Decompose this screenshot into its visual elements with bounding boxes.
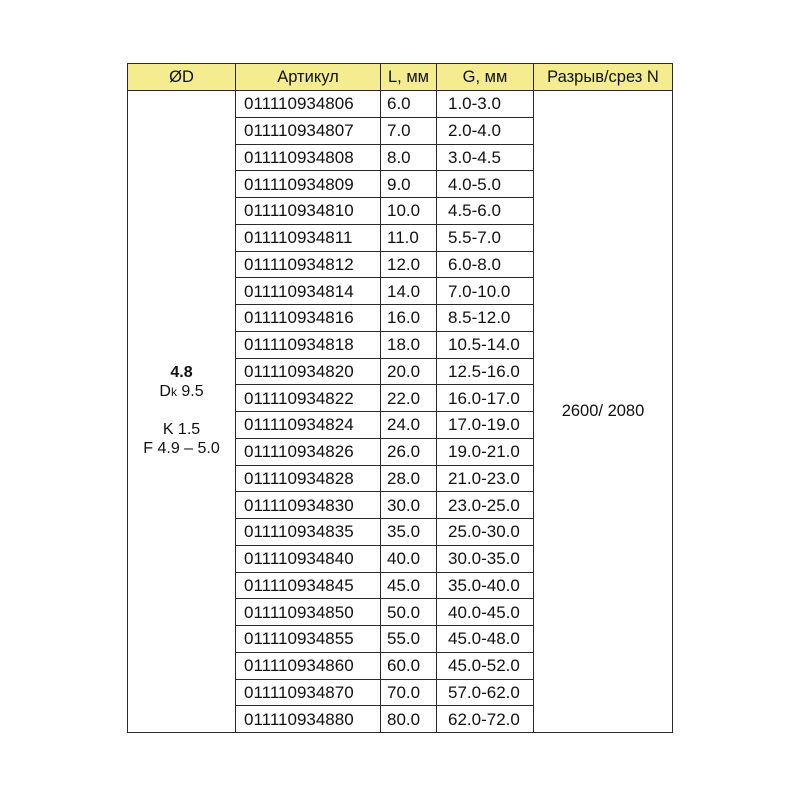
article-cell: 011110934818 <box>236 331 381 358</box>
length-cell: 45.0 <box>381 572 437 599</box>
length-cell: 26.0 <box>381 438 437 465</box>
grip-range-cell: 45.0-48.0 <box>437 626 534 653</box>
diameter-cell <box>128 91 236 733</box>
article-cell: 011110934835 <box>236 519 381 546</box>
article-cell: 011110934826 <box>236 438 381 465</box>
diameter-value: 4.8 <box>170 364 193 382</box>
spacer <box>130 402 233 421</box>
head-diameter-prefix: D <box>159 383 171 401</box>
article-cell: 011110934880 <box>236 706 381 733</box>
article-cell: 011110934828 <box>236 465 381 492</box>
article-cell: 011110934816 <box>236 305 381 332</box>
length-cell: 60.0 <box>381 652 437 679</box>
length-cell: 40.0 <box>381 545 437 572</box>
length-cell: 10.0 <box>381 198 437 225</box>
grip-range-cell: 17.0-19.0 <box>437 412 534 439</box>
break-force-cell: 2600/ 2080 <box>534 91 673 733</box>
table-header <box>128 64 673 91</box>
header-article: Артикул <box>236 64 381 91</box>
grip-range-cell: 2.0-4.0 <box>437 117 534 144</box>
length-cell: 11.0 <box>381 224 437 251</box>
header-diameter: ØD <box>128 64 236 91</box>
drill-diameter: F 4.9 – 5.0 <box>143 439 220 457</box>
article-cell: 011110934810 <box>236 198 381 225</box>
grip-range-cell: 10.5-14.0 <box>437 331 534 358</box>
grip-range-cell: 62.0-72.0 <box>437 706 534 733</box>
grip-range-cell: 7.0-10.0 <box>437 278 534 305</box>
article-cell: 011110934807 <box>236 117 381 144</box>
grip-range-cell: 45.0-52.0 <box>437 652 534 679</box>
length-cell: 55.0 <box>381 626 437 653</box>
grip-range-cell: 23.0-25.0 <box>437 492 534 519</box>
length-cell: 14.0 <box>381 278 437 305</box>
length-cell: 80.0 <box>381 706 437 733</box>
spec-table <box>127 63 673 733</box>
header-row <box>128 64 673 91</box>
article-cell: 011110934809 <box>236 171 381 198</box>
grip-range-cell: 25.0-30.0 <box>437 519 534 546</box>
article-cell: 011110934811 <box>236 224 381 251</box>
article-cell: 011110934822 <box>236 385 381 412</box>
length-cell: 30.0 <box>381 492 437 519</box>
header-break-force: Разрыв/срез N <box>534 64 673 91</box>
length-cell: 35.0 <box>381 519 437 546</box>
article-cell: 011110934820 <box>236 358 381 385</box>
header-grip-range: G, мм <box>437 64 534 91</box>
length-cell: 70.0 <box>381 679 437 706</box>
head-height: K 1.5 <box>162 421 201 438</box>
grip-range-cell: 21.0-23.0 <box>437 465 534 492</box>
grip-range-cell: 57.0-62.0 <box>437 679 534 706</box>
grip-range-cell: 3.0-4.5 <box>437 144 534 171</box>
length-cell: 28.0 <box>381 465 437 492</box>
grip-range-cell: 6.0-8.0 <box>437 251 534 278</box>
grip-range-cell: 16.0-17.0 <box>437 385 534 412</box>
grip-range-cell: 4.0-5.0 <box>437 171 534 198</box>
length-cell: 50.0 <box>381 599 437 626</box>
grip-range-cell: 40.0-45.0 <box>437 599 534 626</box>
article-cell: 011110934808 <box>236 144 381 171</box>
head-diameter-sub: k <box>170 385 177 400</box>
table-row <box>128 91 673 118</box>
article-cell: 011110934850 <box>236 599 381 626</box>
grip-range-cell: 30.0-35.0 <box>437 545 534 572</box>
length-cell: 6.0 <box>381 91 437 118</box>
article-cell: 011110934814 <box>236 278 381 305</box>
article-cell: 011110934830 <box>236 492 381 519</box>
article-cell: 011110934860 <box>236 652 381 679</box>
grip-range-cell: 4.5-6.0 <box>437 198 534 225</box>
table-body <box>128 91 673 733</box>
grip-range-cell: 19.0-21.0 <box>437 438 534 465</box>
article-cell: 011110934812 <box>236 251 381 278</box>
length-cell: 12.0 <box>381 251 437 278</box>
article-cell: 011110934840 <box>236 545 381 572</box>
length-cell: 7.0 <box>381 117 437 144</box>
length-cell: 9.0 <box>381 171 437 198</box>
length-cell: 24.0 <box>381 412 437 439</box>
length-cell: 20.0 <box>381 358 437 385</box>
length-cell: 8.0 <box>381 144 437 171</box>
head-diameter <box>130 383 233 402</box>
grip-range-cell: 12.5-16.0 <box>437 358 534 385</box>
article-cell: 011110934806 <box>236 91 381 118</box>
grip-range-cell: 8.5-12.0 <box>437 305 534 332</box>
article-cell: 011110934870 <box>236 679 381 706</box>
length-cell: 16.0 <box>381 305 437 332</box>
grip-range-cell: 5.5-7.0 <box>437 224 534 251</box>
article-cell: 011110934824 <box>236 412 381 439</box>
head-diameter-value: 9.5 <box>176 383 204 401</box>
length-cell: 18.0 <box>381 331 437 358</box>
grip-range-cell: 35.0-40.0 <box>437 572 534 599</box>
article-cell: 011110934855 <box>236 626 381 653</box>
grip-range-cell: 1.0-3.0 <box>437 91 534 118</box>
length-cell: 22.0 <box>381 385 437 412</box>
header-length: L, мм <box>381 64 437 91</box>
article-cell: 011110934845 <box>236 572 381 599</box>
